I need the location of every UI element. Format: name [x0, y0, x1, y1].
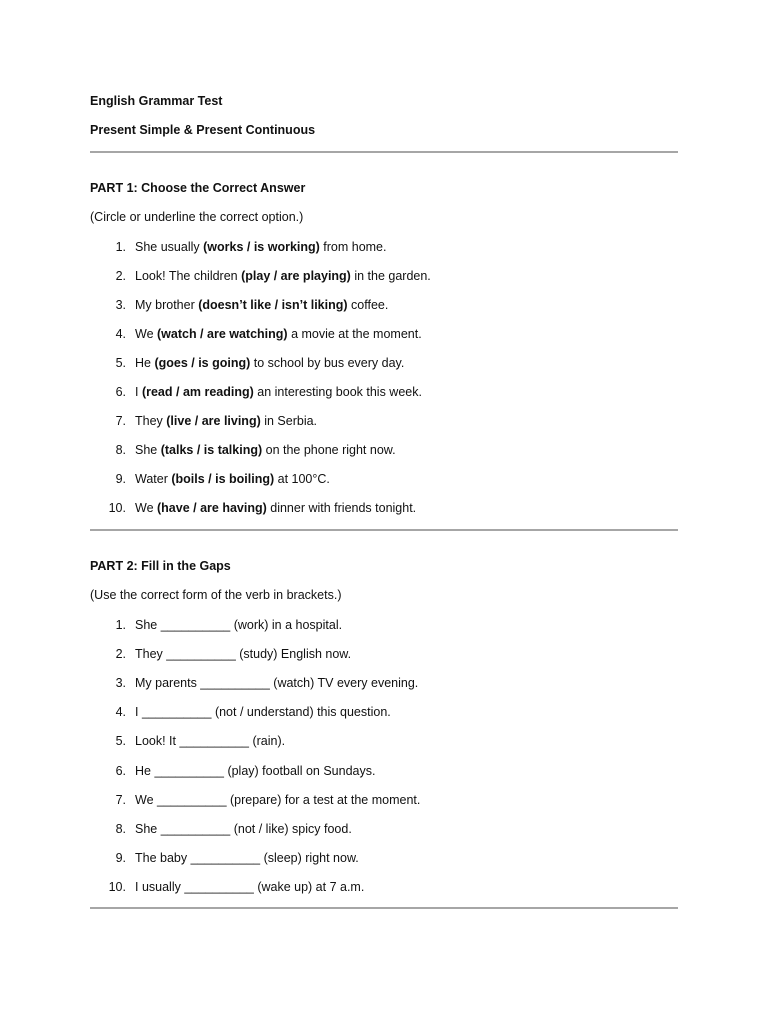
answer-options: (goes / is going) — [154, 356, 251, 370]
gap-sentence: She __________ (work) in a hospital. — [135, 618, 343, 632]
list-item — [90, 880, 678, 898]
divider — [90, 907, 678, 909]
question-after: from home. — [319, 240, 387, 254]
document-subtitle: Present Simple & Present Continuous — [90, 123, 316, 137]
question-text — [135, 327, 422, 341]
question-text — [135, 269, 431, 283]
list-item — [90, 793, 678, 811]
list-item — [90, 327, 678, 345]
question-text — [135, 385, 422, 399]
list-item — [90, 618, 678, 636]
question-text — [135, 298, 388, 312]
answer-options: (live / are living) — [166, 414, 261, 428]
answer-options: (boils / is boiling) — [171, 472, 275, 486]
question-before: Water — [135, 472, 172, 486]
gap-sentence: My parents __________ (watch) TV every evening. — [135, 676, 419, 691]
list-item — [90, 240, 678, 258]
list-item — [90, 822, 678, 840]
item-number: 4. — [115, 705, 126, 720]
item-number: 6. — [115, 763, 126, 778]
list-item — [90, 851, 678, 869]
list-item — [90, 356, 678, 374]
question-before: I — [135, 385, 142, 399]
document-title: English Grammar Test — [90, 94, 223, 108]
item-number: 7. — [115, 414, 126, 428]
question-after: to school by bus every day. — [250, 356, 405, 370]
gap-sentence: I usually __________ (wake up) at 7 a.m. — [135, 879, 365, 894]
item-number: 2. — [115, 647, 126, 662]
list-item — [90, 501, 678, 519]
gap-sentence: We __________ (prepare) for a test at the moment. — [135, 792, 421, 807]
question-text — [135, 414, 317, 428]
answer-options: (works / is working) — [203, 240, 320, 254]
gap-sentence: She __________ (not / like) spicy food. — [135, 821, 352, 836]
question-text — [135, 501, 416, 515]
list-item — [90, 705, 678, 723]
item-number: 3. — [115, 676, 126, 691]
question-before: She usually — [135, 240, 204, 254]
list-item — [90, 269, 678, 287]
item-number: 9. — [115, 472, 126, 486]
question-after: coffee. — [347, 298, 389, 312]
list-item — [90, 443, 678, 461]
question-text — [135, 472, 330, 486]
question-before: We — [135, 501, 157, 515]
item-number: 1. — [115, 618, 126, 632]
list-item — [90, 676, 678, 694]
question-before: She — [135, 443, 161, 457]
question-before: Look! The children — [135, 269, 242, 283]
part2-heading: PART 2: Fill in the Gaps — [90, 559, 231, 573]
item-number: 9. — [115, 850, 126, 865]
answer-options: (watch / are watching) — [157, 327, 288, 341]
item-number: 1. — [115, 240, 126, 254]
divider — [90, 529, 678, 531]
question-after: on the phone right now. — [262, 443, 396, 457]
question-after: a movie at the moment. — [287, 327, 422, 341]
list-item — [90, 734, 678, 752]
question-text — [135, 443, 396, 457]
question-before: He — [135, 356, 155, 370]
gap-sentence: They __________ (study) English now. — [135, 647, 352, 662]
question-after: dinner with friends tonight. — [266, 501, 417, 515]
answer-options: (have / are having) — [157, 501, 267, 515]
item-number: 8. — [115, 821, 126, 836]
question-after: in Serbia. — [260, 414, 318, 428]
question-text — [135, 240, 386, 254]
item-number: 10. — [108, 501, 126, 515]
part1-instruction: (Circle or underline the correct option.) — [90, 210, 304, 224]
question-text — [135, 356, 404, 370]
question-before: We — [135, 327, 157, 341]
list-item — [90, 385, 678, 403]
question-before: My brother — [135, 298, 199, 312]
item-number: 5. — [115, 734, 126, 749]
question-after: at 100°C. — [274, 472, 330, 486]
answer-options: (doesn’t like / isn’t liking) — [198, 298, 348, 312]
question-after: in the garden. — [350, 269, 431, 283]
list-item — [90, 764, 678, 782]
item-number: 5. — [115, 356, 126, 370]
answer-options: (play / are playing) — [241, 269, 351, 283]
list-item — [90, 472, 678, 490]
gap-sentence: He __________ (play) football on Sundays. — [135, 763, 376, 778]
item-number: 4. — [115, 327, 126, 341]
list-item — [90, 298, 678, 316]
item-number: 6. — [115, 385, 126, 399]
item-number: 8. — [115, 443, 126, 457]
list-item — [90, 647, 678, 665]
part1-heading: PART 1: Choose the Correct Answer — [90, 181, 306, 195]
gap-sentence: Look! It __________ (rain). — [135, 734, 286, 749]
gap-sentence: The baby __________ (sleep) right now. — [135, 850, 359, 865]
list-item — [90, 414, 678, 432]
document-page — [90, 0, 678, 1024]
divider — [90, 151, 678, 153]
item-number: 3. — [115, 298, 126, 312]
question-before: They — [135, 414, 167, 428]
answer-options: (talks / is talking) — [160, 443, 263, 457]
item-number: 2. — [115, 269, 126, 283]
answer-options: (read / am reading) — [141, 385, 254, 399]
part2-instruction: (Use the correct form of the verb in brackets.) — [90, 588, 342, 602]
gap-sentence: I __________ (not / understand) this question. — [135, 705, 391, 720]
item-number: 7. — [115, 792, 126, 807]
question-after: an interesting book this week. — [253, 385, 422, 399]
item-number: 10. — [108, 879, 126, 894]
